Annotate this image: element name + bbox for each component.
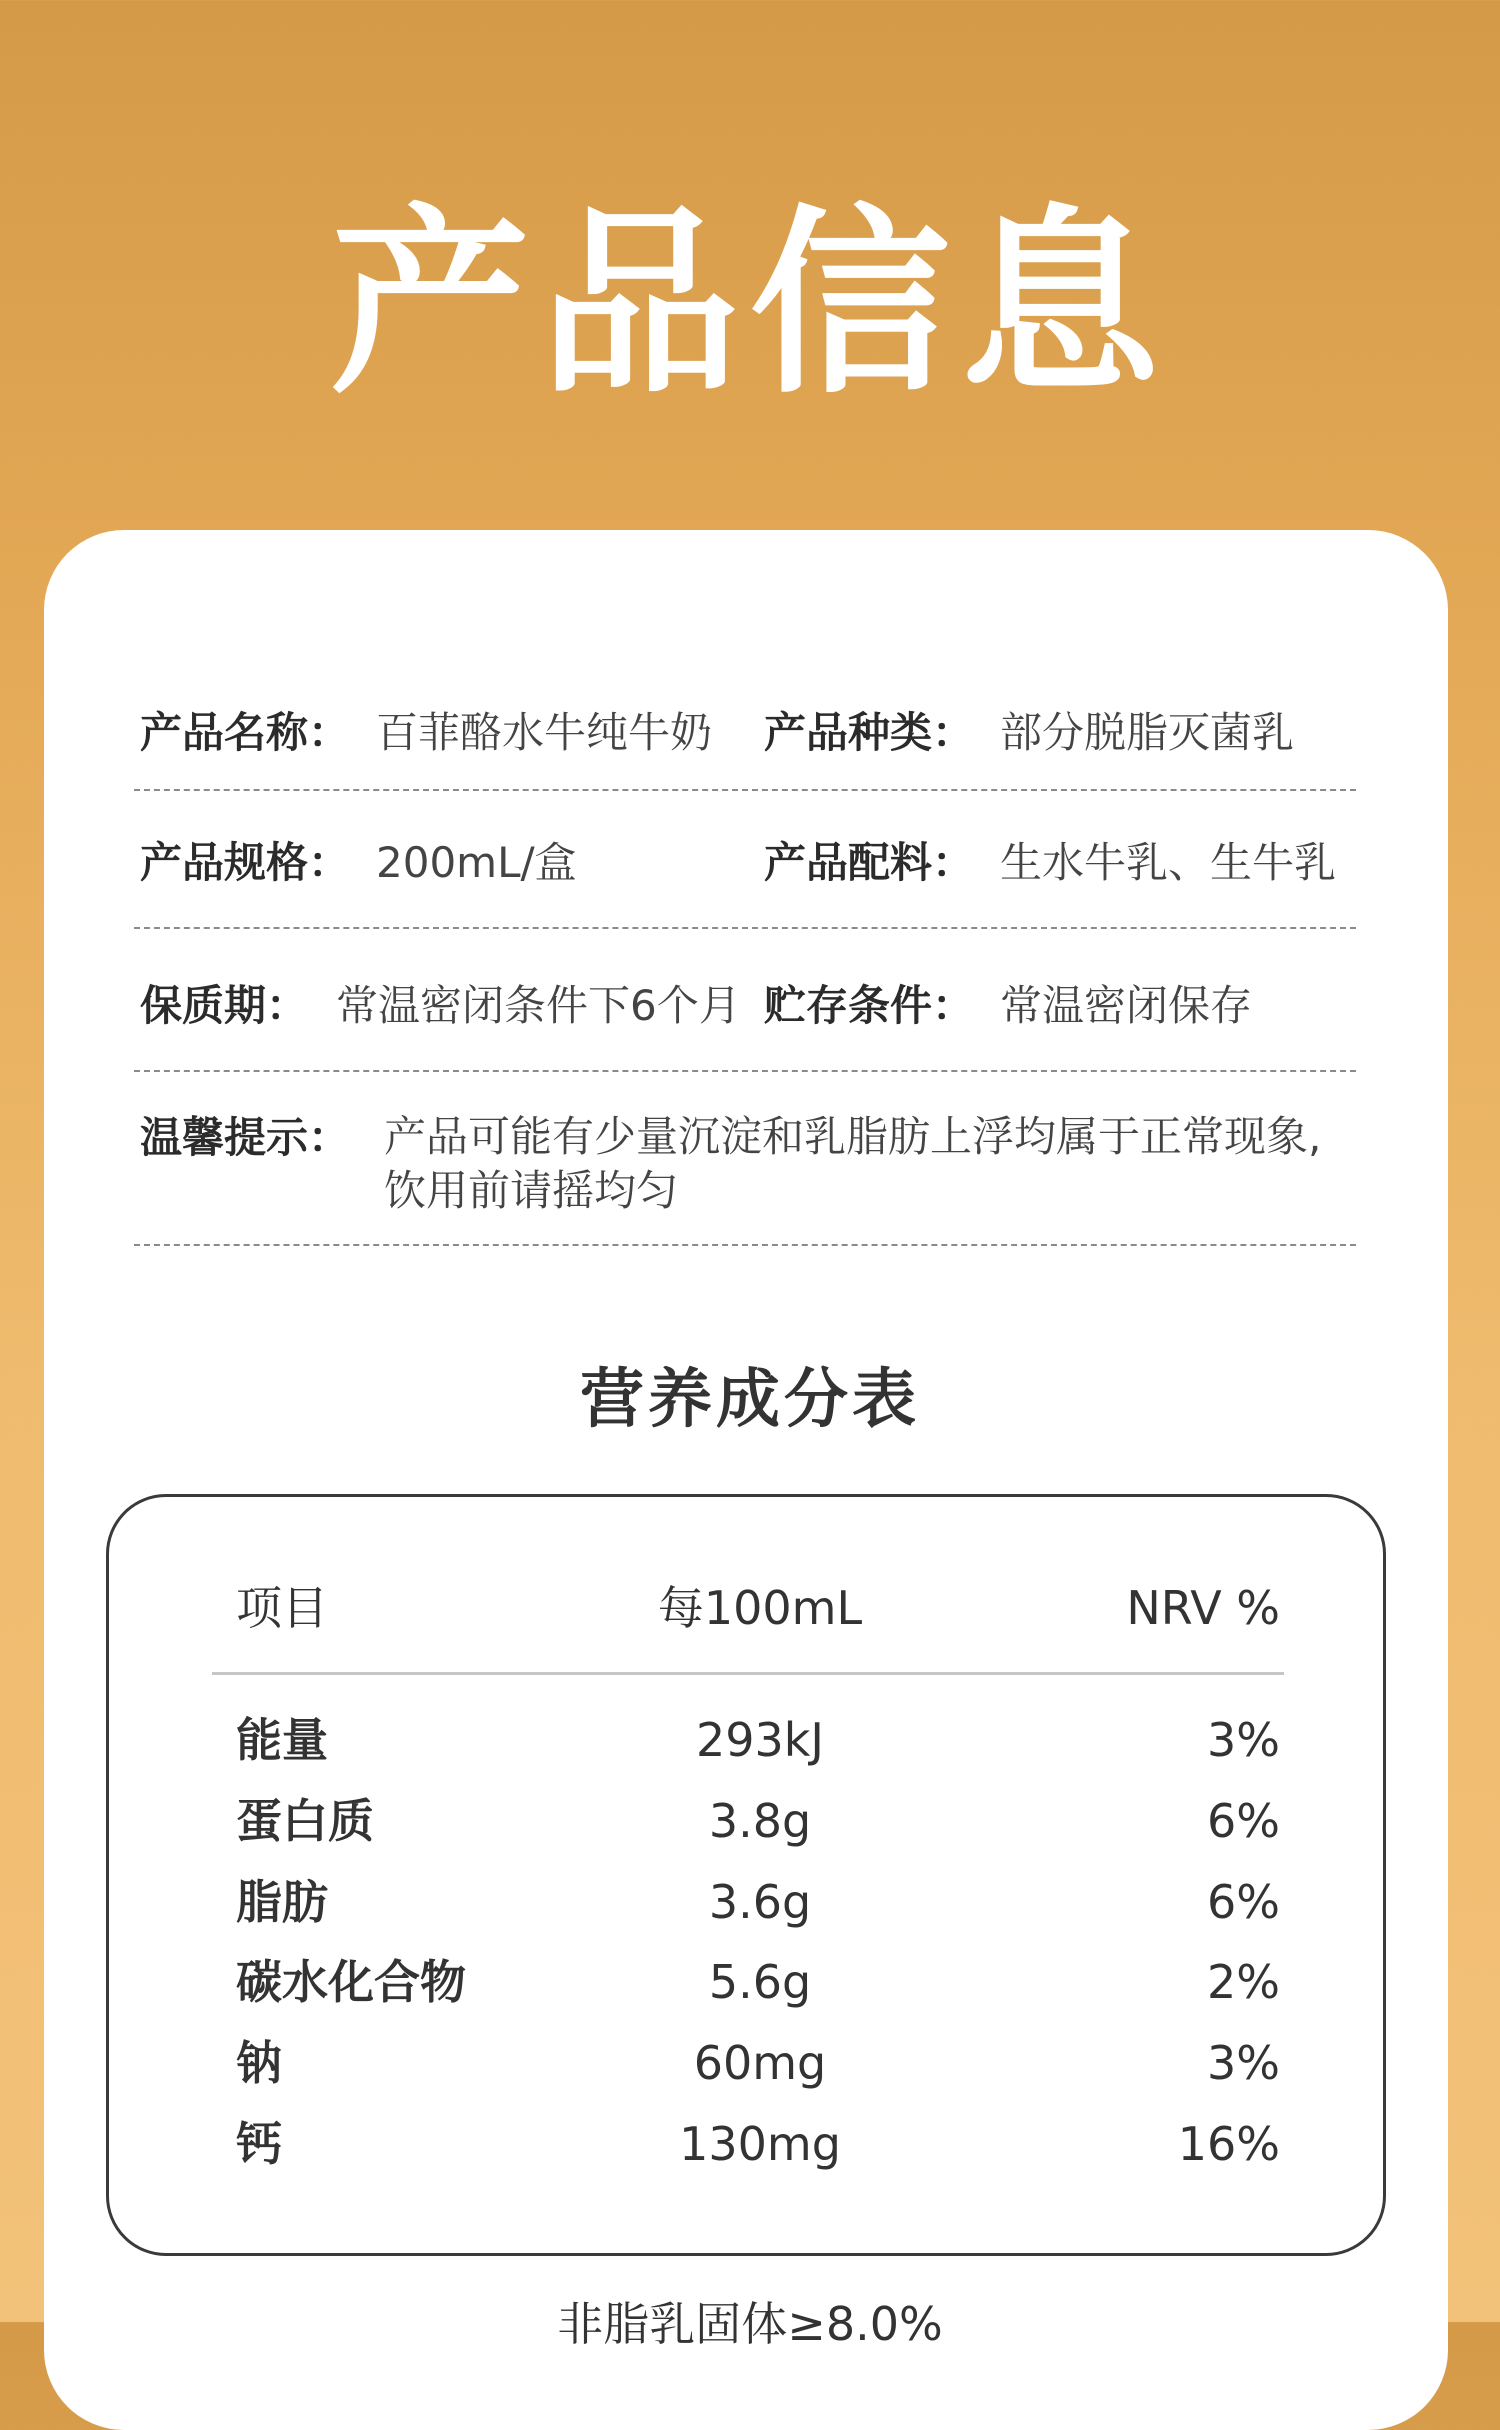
info-label-shelf-life: 保质期： (140, 981, 309, 1030)
info-value-ingredients: 生水牛乳、生牛乳 (1000, 838, 1337, 887)
nutrition-header-divider (212, 1672, 1284, 1675)
info-label-product-name: 产品名称： (140, 708, 351, 757)
info-value-tip: 产品可能有少量沉淀和乳脂肪上浮均属于正常现象,饮用前请摇均匀 (384, 1112, 1322, 1215)
nutrition-row-amount: 3.8g (708, 1794, 812, 1848)
nutrition-header-nrv: NRV % (1126, 1581, 1280, 1635)
info-value-product-type: 部分脱脂灭菌乳 (1000, 708, 1295, 757)
nutrition-row-name: 碳水化合物 (236, 1955, 466, 2009)
nutrition-row-nrv: 6% (1207, 1875, 1280, 1929)
nutrition-footnote: 非脂乳固体≥8.0% (557, 2297, 943, 2351)
nutrition-row-name: 钠 (236, 2036, 282, 2090)
nutrition-row-amount: 130mg (679, 2117, 841, 2171)
info-value-storage: 常温密闭保存 (1000, 981, 1253, 1030)
nutrition-row-name: 钙 (236, 2117, 282, 2171)
info-label-product-spec: 产品规格： (140, 838, 351, 887)
nutrition-row-nrv: 3% (1207, 1713, 1280, 1767)
info-label-storage: 贮存条件： (764, 981, 975, 1030)
nutrition-row-name: 蛋白质 (236, 1794, 374, 1848)
info-label-tip: 温馨提示： (140, 1113, 351, 1162)
nutrition-row-name: 能量 (236, 1713, 328, 1767)
nutrition-row-nrv: 3% (1207, 2036, 1280, 2090)
nutrition-row-nrv: 16% (1177, 2117, 1280, 2171)
info-row-shelf-storage (134, 978, 1356, 1072)
info-label-product-type: 产品种类： (764, 708, 975, 757)
nutrition-header-item: 项目 (236, 1581, 328, 1635)
info-row-spec-ingredients (134, 835, 1356, 929)
nutrition-row-amount: 293kJ (695, 1713, 824, 1767)
nutrition-title: 营养成分表 (580, 1363, 920, 1437)
info-label-ingredients: 产品配料： (764, 838, 975, 887)
nutrition-row-nrv: 6% (1207, 1794, 1280, 1848)
nutrition-row-name: 脂肪 (236, 1875, 328, 1929)
info-row-tip (134, 1110, 1356, 1246)
nutrition-row-amount: 5.6g (708, 1955, 812, 2009)
info-value-product-name: 百菲酪水牛纯牛奶 (376, 708, 713, 757)
page-title: 产品信息 (329, 188, 1170, 421)
info-value-product-spec: 200mL/盒 (376, 838, 577, 887)
nutrition-row-amount: 60mg (693, 2036, 827, 2090)
info-value-shelf-life: 常温密闭条件下6个月 (336, 981, 741, 1030)
nutrition-row-nrv: 2% (1207, 1955, 1280, 2009)
nutrition-row-amount: 3.6g (708, 1875, 812, 1929)
info-row-name-type (134, 705, 1356, 791)
nutrition-header-amount: 每100mL (657, 1581, 863, 1635)
